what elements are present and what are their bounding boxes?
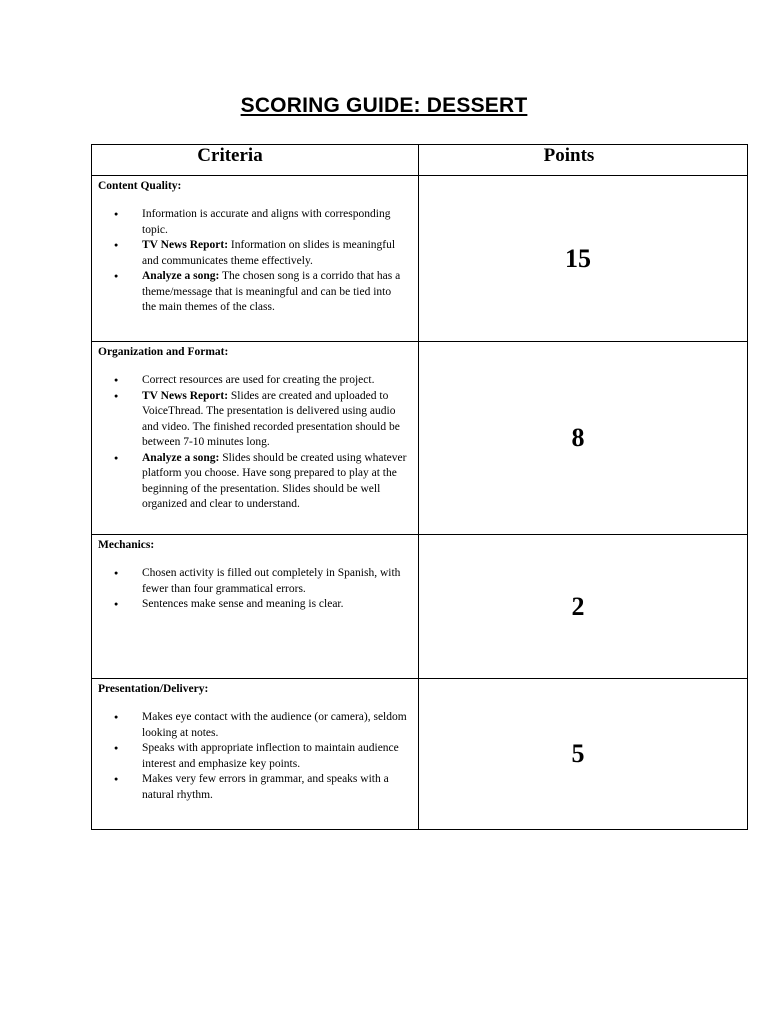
- bullet-text: Information on slides is meaningful and communicates theme effectively.: [142, 239, 396, 267]
- points-value: 8: [419, 342, 748, 535]
- table-row: [92, 342, 748, 535]
- points-value: 15: [419, 176, 748, 342]
- points-value: 2: [419, 535, 748, 679]
- points-header: Points: [419, 145, 748, 176]
- criteria-cell: [92, 535, 419, 679]
- criteria-title: Organization and Format:: [98, 346, 229, 358]
- criteria-cell: [92, 342, 419, 535]
- bullet-label: TV News Report:: [142, 389, 229, 402]
- criteria-cell: [92, 679, 419, 830]
- table-row: [92, 679, 748, 830]
- page-title: SCORING GUIDE: DESSERT: [240, 94, 528, 117]
- bullet-label: Analyze a song:: [142, 451, 220, 464]
- bullet-text: Slides are created and uploaded to VoiceThread. The presentation is delivered using audio and video. The finished recorded presentation should be between 7-10 minutes long.: [142, 389, 400, 448]
- criteria-list: [98, 566, 412, 613]
- list-item: [98, 207, 408, 238]
- list-item: [98, 389, 408, 451]
- scoring-table: [91, 144, 748, 830]
- list-item: [98, 710, 408, 741]
- list-item: [98, 566, 408, 597]
- bullet-label: Analyze a song:: [142, 270, 220, 282]
- list-item: [98, 451, 408, 513]
- list-item: [98, 741, 408, 772]
- bullet-text: Correct resources are used for creating the project.: [142, 374, 375, 386]
- bullet-text: Chosen activity is filled out completely in Spanish, with fewer than four grammatical errors.: [142, 567, 401, 595]
- criteria-list: [98, 373, 412, 513]
- bullet-text: Sentences make sense and meaning is clear.: [142, 598, 344, 610]
- bullet-label: TV News Report:: [142, 239, 229, 251]
- criteria-cell: [92, 176, 419, 342]
- criteria-header: Criteria: [92, 145, 419, 176]
- bullet-text: Speaks with appropriate inflection to maintain audience interest and emphasize key points.: [142, 742, 399, 770]
- list-item: [98, 238, 408, 269]
- bullet-text: Makes very few errors in grammar, and speaks with a natural rhythm.: [142, 773, 389, 801]
- criteria-list: [98, 207, 412, 316]
- list-item: [98, 269, 408, 316]
- bullet-text: The chosen song is a corrido that has a theme/message that is meaningful and can be tied into the main themes of the class.: [142, 270, 401, 313]
- bullet-text: Slides should be created using whatever platform you choose. Have song prepared to play at the beginning of the presentation. Slides should be well organized and clear to understand.: [142, 451, 407, 510]
- criteria-list: [98, 710, 412, 803]
- bullet-text: Makes eye contact with the audience (or camera), seldom looking at notes.: [142, 711, 407, 739]
- list-item: [98, 772, 408, 803]
- criteria-title: Mechanics:: [98, 539, 155, 551]
- table-header-row: [92, 145, 748, 176]
- criteria-title: Content Quality:: [98, 180, 182, 192]
- bullet-text: Information is accurate and aligns with corresponding topic.: [142, 208, 391, 236]
- list-item: [98, 597, 408, 613]
- criteria-title: Presentation/Delivery:: [98, 683, 209, 695]
- points-value: 5: [419, 679, 748, 830]
- table-row: [92, 176, 748, 342]
- table-row: [92, 535, 748, 679]
- list-item: [98, 373, 408, 389]
